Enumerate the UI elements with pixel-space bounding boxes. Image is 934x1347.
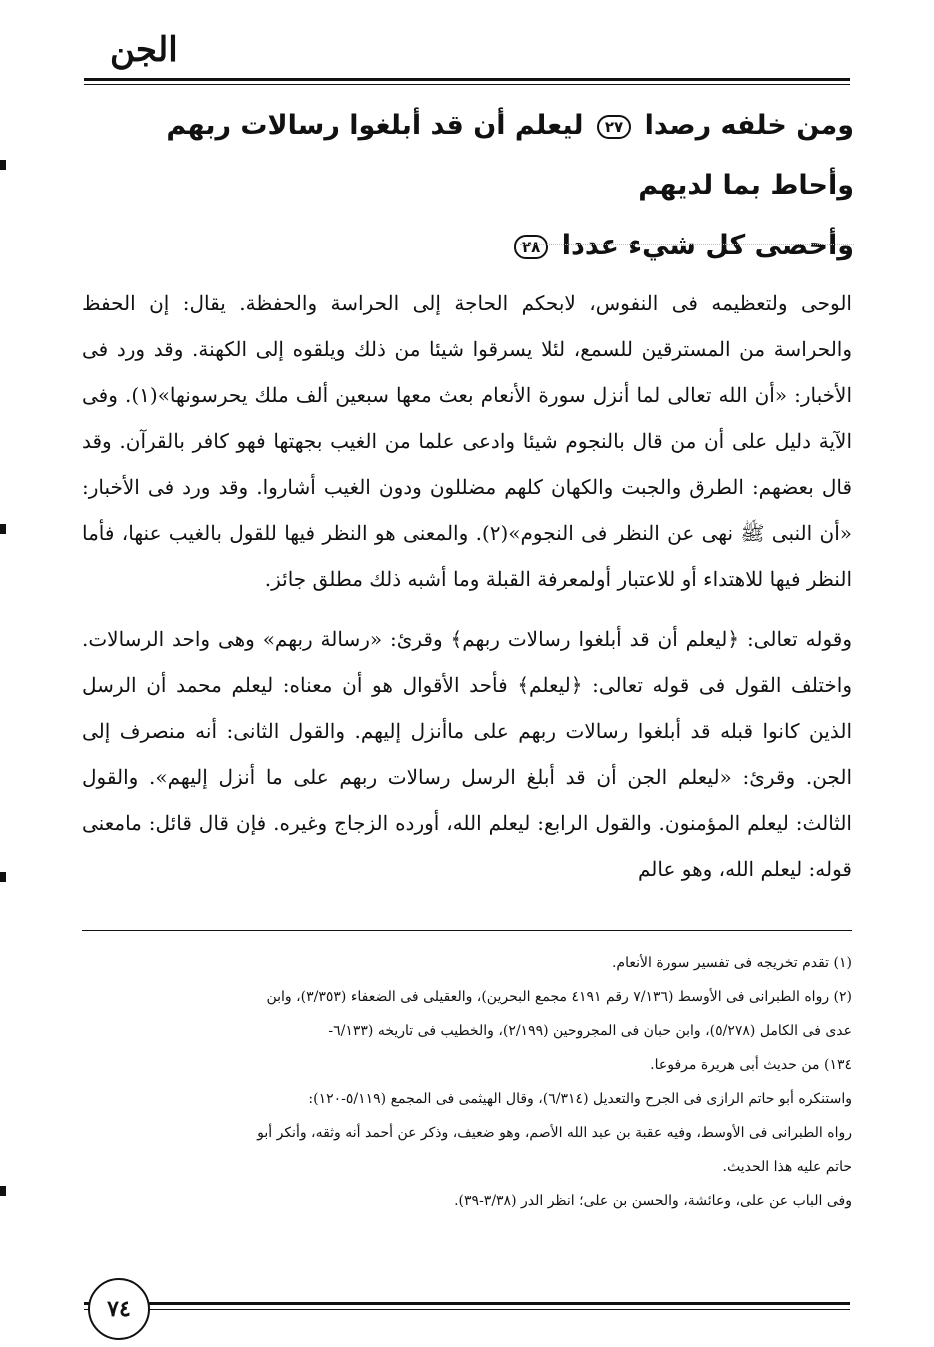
- footnote-3-line-3: حاتم عليه هذا الحديث.: [722, 1159, 852, 1175]
- section-divider: [520, 244, 854, 245]
- quran-verses: [85, 96, 854, 276]
- running-header-title: الجن: [110, 30, 178, 70]
- footnotes: [82, 946, 852, 1218]
- footnote-rule: [82, 930, 852, 931]
- verse-text: ومن خلفه رصدا: [644, 110, 854, 141]
- header-rule-thin: [84, 84, 850, 85]
- ayah-number-27: ٢٧: [597, 115, 631, 139]
- scan-margin-mark: [0, 872, 6, 882]
- footnote-2-line-2: عدى فى الكامل (٥/٢٧٨)، وابن حبان فى المجروحين (٢/١٩٩)، والخطيب فى تاريخه (٦/١٣٣-: [328, 1023, 852, 1039]
- footer-rule: [84, 1302, 850, 1305]
- verse-line-1: [85, 96, 854, 216]
- footnote-4: وفى الباب عن على، وعائشة، والحسن بن على؛ انظر الدر (٣/٣٨-٣٩).: [454, 1193, 852, 1209]
- commentary-body: [82, 280, 852, 906]
- footer-rule-thin: [84, 1309, 850, 1310]
- verse-text: وأحصى كل شيء عددا: [561, 230, 854, 261]
- verse-text: ليعلم أن قد أبلغوا رسالات ربهم وأحاط بما لديهم: [166, 110, 854, 201]
- footnote-3-line-2: رواه الطبرانى فى الأوسط، وفيه عقبة بن عبد الله الأصم، وهو ضعيف، وذكر عن أحمد أنه وثقه، وأنكر أبو: [257, 1125, 852, 1141]
- scan-margin-mark: [0, 1186, 6, 1196]
- footnote-2-line-1: (٢) رواه الطبرانى فى الأوسط (٧/١٣٦ رقم ٤١٩١ مجمع البحرين)، والعقيلى فى الضعفاء (٣/٣٥٣)، وابن: [266, 989, 852, 1005]
- footnote-1: (١) تقدم تخريجه فى تفسير سورة الأنعام.: [611, 955, 852, 971]
- ayah-number-28: ٢٨: [514, 235, 548, 259]
- verse-line-2: [85, 216, 854, 276]
- header-rule: [84, 78, 850, 81]
- paragraph: الوحى ولتعظيمه فى النفوس، لابحكم الحاجة إلى الحراسة والحفظة. يقال: إن الحفظ والحراسة من المسترقين للسمع، لئلا يسرقوا شيئا من ذلك ويلقوه إلى الكهنة. وقد ورد فى الأخبار: «أن الله تعالى لما أنزل سورة الأنعام بعث معها سبعين ألف ملك يحرسونها»(١). وفى الآية دليل على أن من قال بالنجوم شيئا وادعى علما من الغيب بجهتها فهو كافر بالقرآن. وقد قال بعضهم: الطرق والجبت والكهان كلهم مضللون ودون الغيب أشاروا. وقد ورد فى الأخبار: «أن النبى ﷺ نهى عن النظر فى النجوم»(٢). والمعنى هو النظر فيها للقول بالغيب عنها، فأما النظر فيها للاهتداء أو للاعتبار أولمعرفة القبلة وما أشبه ذلك مطلق جائز.: [82, 291, 853, 591]
- page-number: ٧٤: [88, 1278, 150, 1340]
- scan-margin-mark: [0, 160, 6, 170]
- scan-margin-mark: [0, 524, 6, 534]
- paragraph: وقوله تعالى: ﴿ليعلم أن قد أبلغوا رسالات ربهم﴾ وقرئ: «رسالة ربهم» وهى واحد الرسالات. واختلف القول فى قوله تعالى: ﴿ليعلم﴾ فأحد الأقوال هو أن معناه: ليعلم محمد أن الرسل الذين كانوا قبله قد أبلغوا رسالات ربهم على ماأنزل إليهم. والقول الثانى: أنه منصرف إلى الجن. وقرئ: «ليعلم الجن أن قد أبلغ الرسل رسالات ربهم على ما أنزل إليهم». والقول الثالث: ليعلم المؤمنون. والقول الرابع: ليعلم الله، أورده الزجاج وغيره. فإن قال قائل: مامعنى قوله: ليعلم الله، وهو عالم: [82, 627, 852, 881]
- footnote-3-line-1: واستنكره أبو حاتم الرازى فى الجرح والتعديل (٦/٣١٤)، وقال الهيثمى فى المجمع (٥/١١٩-١٢٠):: [308, 1091, 852, 1107]
- footnote-2-line-3: ١٣٤) من حديث أبى هريرة مرفوعا.: [650, 1057, 852, 1073]
